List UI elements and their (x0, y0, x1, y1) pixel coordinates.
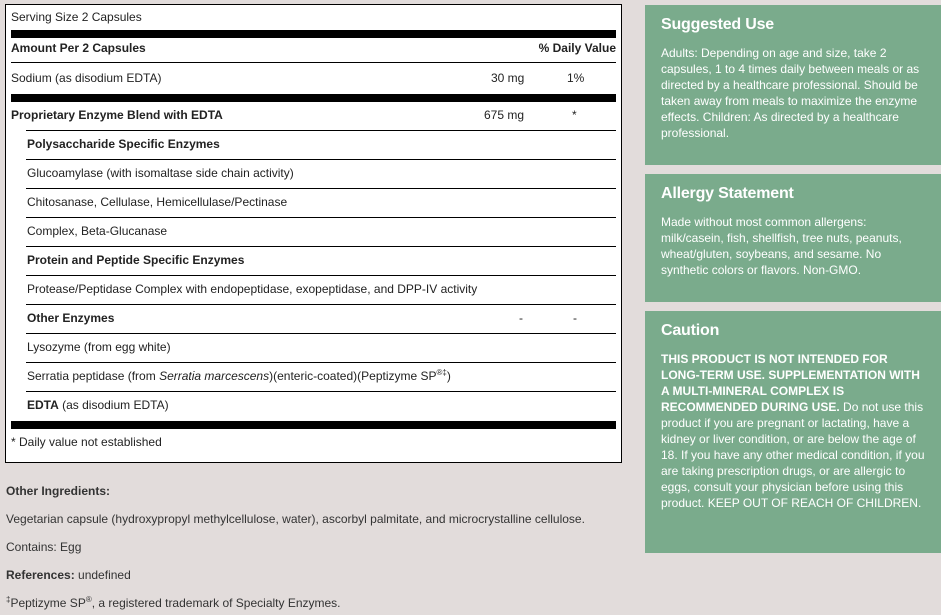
lysozyme: Lysozyme (from egg white) (27, 340, 171, 354)
other-enzymes-dv: - (573, 311, 577, 325)
trademark-note (6, 596, 341, 610)
sodium-amount: 30 mg (491, 71, 525, 85)
references (6, 568, 131, 582)
footnote: * Daily value not established (11, 435, 162, 449)
serratia-sup: ®‡ (436, 368, 447, 377)
references-value: undefined (74, 568, 131, 582)
serving-size: Serving Size 2 Capsules (11, 10, 142, 24)
sodium-dv: 1% (567, 71, 585, 85)
divider (26, 333, 616, 334)
serratia-peptidase (27, 369, 451, 383)
references-label: References: (6, 568, 75, 582)
divider (26, 188, 616, 189)
divider (26, 217, 616, 218)
divider-thick (11, 421, 616, 429)
serratia-suffix: )(enteric-coated)(Peptizyme SP (269, 369, 437, 383)
trademark-name: Peptizyme SP (10, 596, 86, 610)
caution-paragraph (661, 351, 925, 511)
divider (11, 62, 616, 63)
divider (26, 159, 616, 160)
blend-amount: 675 mg (484, 108, 525, 122)
blend-name: Proprietary Enzyme Blend with EDTA (11, 108, 223, 122)
trademark-rest: , a registered trademark of Specialty Enzymes. (91, 596, 341, 610)
daily-value-header: % Daily Value (538, 41, 616, 55)
polysaccharide-header: Polysaccharide Specific Enzymes (27, 137, 220, 151)
caution-text: Do not use this product if you are pregnant or lactating, have a kidney or liver condition, or are below the age of 18. If you have any other medical condition, if you are taking prescription drugs, or are allergic to eggs, consult your physician before using this product. KEEP OUT OF REACH OF CHILDREN. (661, 400, 925, 510)
other-ingredients-label: Other Ingredients: (6, 484, 111, 498)
divider (26, 130, 616, 131)
sodium-name: Sodium (as disodium EDTA) (11, 71, 162, 85)
suggested-use-card (645, 5, 941, 165)
divider-thick (11, 30, 616, 38)
divider (26, 246, 616, 247)
poly-item-3: Complex, Beta-Glucanase (27, 224, 168, 238)
caution-bold-text: THIS PRODUCT IS NOT INTENDED FOR LONG-TERM USE. SUPPLEMENTATION WITH A MULTI-MINERAL COMPLEX IS RECOMMENDED DURING USE. (661, 352, 920, 414)
serratia-prefix: Serratia peptidase (from (27, 369, 160, 383)
serratia-end: ) (446, 369, 451, 383)
other-ingredients-text: Vegetarian capsule (hydroxypropyl methylcellulose, water), ascorbyl palmitate, and microcrystalline cellulose. (6, 512, 585, 526)
allergy-card (645, 174, 941, 302)
edta (27, 398, 169, 412)
serratia-italic: Serratia marcescens (159, 369, 270, 383)
caution-card (645, 311, 941, 553)
contains: Contains: Egg (6, 540, 82, 554)
other-enzymes-header: Other Enzymes (27, 311, 115, 325)
divider (26, 275, 616, 276)
amount-header: Amount Per 2 Capsules (11, 41, 146, 55)
allergy-text: Made without most common allergens: milk/casein, fish, shellfish, tree nuts, peanuts, wheat/gluten, soybeans, and sesame. No synthetic colors or flavors. Non-GMO. (661, 215, 902, 277)
poly-item-2: Chitosanase, Cellulase, Hemicellulase/Pectinase (27, 195, 288, 209)
blend-dv: * (572, 108, 577, 122)
trademark-sup: ‡ (6, 595, 11, 604)
divider (26, 391, 616, 392)
protein-header: Protein and Peptide Specific Enzymes (27, 253, 245, 267)
divider-thick (11, 94, 616, 102)
suggested-use-title: Suggested Use (661, 16, 774, 33)
protein-item: Protease/Peptidase Complex with endopeptidase, exopeptidase, and DPP-IV activity (27, 282, 478, 296)
edta-rest: (as disodium EDTA) (58, 398, 169, 412)
poly-item-1: Glucoamylase (with isomaltase side chain activity) (27, 166, 294, 180)
edta-bold: EDTA (27, 398, 59, 412)
divider (26, 362, 616, 363)
caution-title: Caution (661, 322, 720, 339)
supplement-facts-panel (5, 4, 622, 463)
trademark-reg: ® (85, 595, 92, 604)
suggested-use-text: Adults: Depending on age and size, take 2 capsules, 1 to 4 times daily between meals or as directed by a healthcare professional. Should be taken away from meals to maximize the enzyme effects. Children: As directed by a healthcare professional. (661, 46, 920, 140)
other-enzymes-amount: - (519, 311, 523, 325)
divider (26, 304, 616, 305)
allergy-title: Allergy Statement (661, 185, 794, 202)
